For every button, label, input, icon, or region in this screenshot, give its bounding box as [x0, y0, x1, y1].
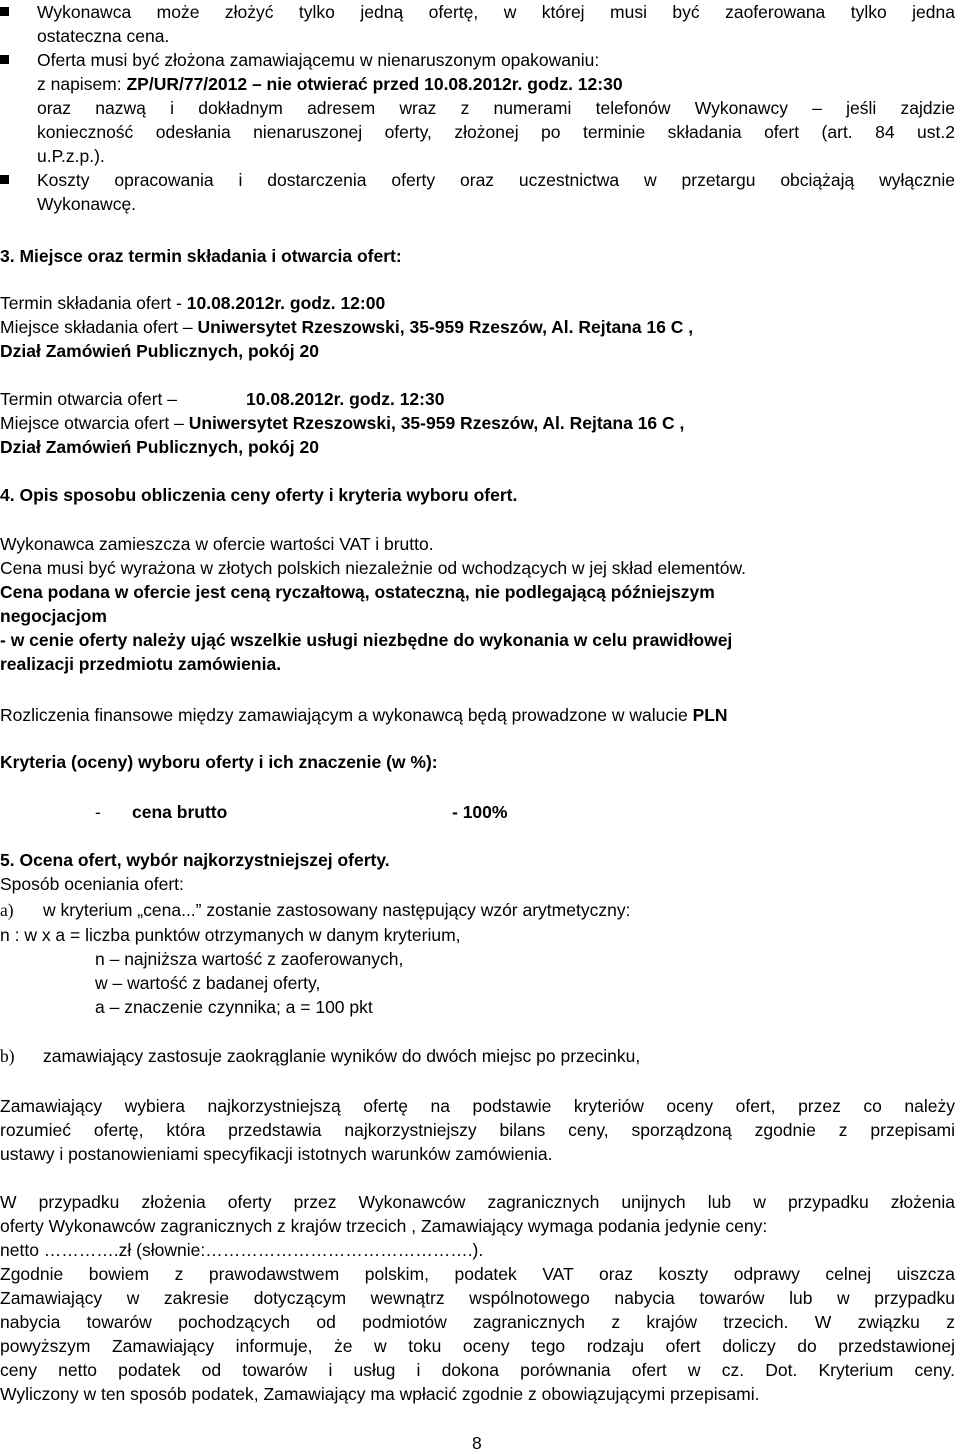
bullet-2-line-4: konieczność odesłania nienaruszonej oferty, złożonej po terminie składania ofert (art. 84 ust.2 — [37, 122, 955, 142]
section-4-p3-line-3: - w cenie oferty należy ująć wszelkie usługi niezbędne do wykonania w celu prawidłowej — [0, 630, 733, 650]
envelope-marking: ZP/UR/77/2012 – nie otwierać przed 10.08.2012r. godz. 12:30 — [126, 74, 623, 94]
zagraniczni-line-6: nabycia towarów pochodzących od podmiotów zagranicznych z krajów trzecich. W związku z — [0, 1312, 955, 1332]
termin-skladania-value: 10.08.2012r. godz. 12:00 — [186, 293, 386, 313]
def-n: n – najniższa wartość z zaoferowanych, — [95, 949, 404, 969]
miejsce-otwarcia-label: Miejsce otwarcia ofert – — [0, 413, 189, 433]
bullet-2-line-3: oraz nazwą i dokładnym adresem wraz z numerami telefonów Wykonawcy – jeśli zajdzie — [37, 98, 955, 118]
page-number: 8 — [472, 1433, 482, 1453]
miejsce-skladania — [0, 315, 693, 339]
bullet-2-line-2 — [37, 72, 623, 96]
bullet-3-line-1: Koszty opracowania i dostarczenia oferty oraz uczestnictwa w przetargu obciążają wyłącznie — [37, 170, 955, 190]
bullet-3-line-2: Wykonawcę. — [37, 194, 137, 214]
termin-skladania-label: Termin składania ofert - — [0, 293, 187, 313]
point-a-text: w kryterium „cena...” zostanie zastosowany następujący wzór arytmetyczny: — [43, 900, 631, 920]
bullet-2-line-5: u.P.z.p.). — [37, 146, 105, 166]
point-b-marker: b) — [0, 1046, 15, 1066]
bullet-square-icon — [0, 55, 9, 64]
kryteria-heading: Kryteria (oceny) wyboru oferty i ich znaczenie (w %): — [0, 752, 438, 772]
section-4-p3-line-1: Cena podana w ofercie jest ceną ryczałtową, ostateczną, nie podlegającą późniejszym — [0, 582, 715, 602]
zagraniczni-line-1: W przypadku złożenia oferty przez Wykonawców zagranicznych unijnych lub w przypadku złożenia — [0, 1192, 955, 1212]
kryterium-weight: - 100% — [452, 802, 508, 822]
wybor-p1-line-3: ustawy i postanowieniami specyfikacji istotnych warunków zamówienia. — [0, 1144, 553, 1164]
section-3-heading: 3. Miejsce oraz termin składania i otwarcia ofert: — [0, 246, 402, 266]
point-b-text: zamawiający zastosuje zaokrąglanie wyników do dwóch miejsc po przecinku, — [43, 1046, 641, 1066]
dzial-zamowien-2: Dział Zamówień Publicznych, pokój 20 — [0, 437, 319, 457]
miejsce-skladania-value: Uniwersytet Rzeszowski, 35-959 Rzeszów, Al. Rejtana 16 C , — [197, 317, 694, 337]
termin-skladania — [0, 291, 385, 315]
zagraniczni-line-3: netto ………….zł (słownie:……………………………………….). — [0, 1240, 484, 1260]
def-w: w – wartość z badanej oferty, — [95, 973, 321, 993]
section-4-p3-line-4: realizacji przedmiotu zamówienia. — [0, 654, 282, 674]
formula: n : w x a = liczba punktów otrzymanych w danym kryterium, — [0, 925, 461, 945]
section-4-heading: 4. Opis sposobu obliczenia ceny oferty i kryteria wyboru ofert. — [0, 485, 518, 505]
bullet-1-line-2: ostateczna cena. — [37, 26, 170, 46]
kryterium-dash: - — [95, 802, 101, 822]
def-a: a – znaczenie czynnika; a = 100 pkt — [95, 997, 373, 1017]
bullet-square-icon — [0, 175, 9, 184]
zagraniczni-line-5: Zamawiający w zakresie dotyczącym wewnątrz wspólnotowego nabycia towarów lub w przypadku — [0, 1288, 955, 1308]
zagraniczni-line-2: oferty Wykonawców zagranicznych z krajów trzecich , Zamawiający wymaga podania jedynie ceny: — [0, 1216, 768, 1236]
zagraniczni-line-4: Zgodnie bowiem z prawodawstwem polskim, podatek VAT oraz koszty odprawy celnej uiszcza — [0, 1264, 955, 1284]
bullet-square-icon — [0, 7, 9, 16]
termin-otwarcia-value: 10.08.2012r. godz. 12:30 — [246, 389, 445, 409]
section-4-p3-line-2: negocjacjom — [0, 606, 107, 626]
zagraniczni-line-8: ceny netto podatek od towarów i usług i dokona porównania ofert w cz. Dot. Kryterium ceny. — [0, 1360, 955, 1380]
termin-otwarcia-label: Termin otwarcia ofert – — [0, 389, 178, 409]
section-4-p2: Cena musi być wyrażona w złotych polskich niezależnie od wchodzących w jej skład elementów. — [0, 558, 747, 578]
kryterium-name: cena brutto — [132, 802, 228, 822]
sposob-oceniania: Sposób oceniania ofert: — [0, 874, 184, 894]
miejsce-otwarcia-value: Uniwersytet Rzeszowski, 35-959 Rzeszów, Al. Rejtana 16 C , — [188, 413, 685, 433]
miejsce-otwarcia — [0, 411, 684, 435]
section-5-heading: 5. Ocena ofert, wybór najkorzystniejszej oferty. — [0, 850, 390, 870]
section-4-p1: Wykonawca zamieszcza w ofercie wartości VAT i brutto. — [0, 534, 434, 554]
bullet-2-line-1: Oferta musi być złożona zamawiającemu w nienaruszonym opakowaniu: — [37, 50, 600, 70]
dzial-zamowien-1: Dział Zamówień Publicznych, pokój 20 — [0, 341, 319, 361]
bullet-1-line-1: Wykonawca może złożyć tylko jedną ofertę, w której musi być zaoferowana tylko jedna — [37, 2, 955, 22]
miejsce-skladania-label: Miejsce składania ofert – — [0, 317, 198, 337]
zagraniczni-line-7: powyższym Zamawiający informuje, że w toku oceny tego rodzaju ofert doliczy do przedstawionej — [0, 1336, 955, 1356]
wybor-p1-line-1: Zamawiający wybiera najkorzystniejszą ofertę na podstawie kryteriów oceny ofert, przez co należy — [0, 1096, 955, 1116]
wybor-p1-line-2: rozumieć ofertę, która przedstawia najkorzystniejszy bilans ceny, sporządzoną zgodnie z przepisami — [0, 1120, 955, 1140]
zagraniczni-line-9: Wyliczony w ten sposób podatek, Zamawiający ma wpłacić zgodnie z obowiązującymi przepisami. — [0, 1384, 760, 1404]
termin-otwarcia — [0, 387, 444, 411]
point-a-marker: a) — [0, 900, 14, 920]
bullet-2-prefix: z napisem: — [37, 74, 127, 94]
waluta-value: PLN — [692, 705, 728, 725]
waluta-line — [0, 703, 728, 727]
waluta-text: Rozliczenia finansowe między zamawiającym a wykonawcą będą prowadzone w walucie — [0, 705, 693, 725]
